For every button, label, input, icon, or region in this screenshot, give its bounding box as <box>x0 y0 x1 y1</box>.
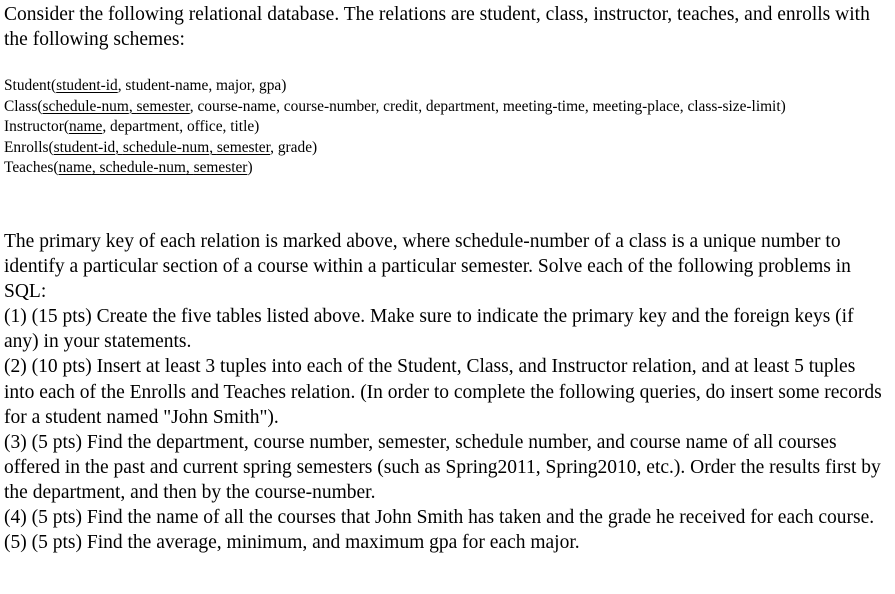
schema-teaches: Teaches(name, schedule-num, semester) <box>4 159 253 177</box>
schema-name: Instructor <box>4 118 64 136</box>
schema-student: Student(student-id, student-name, major, gpa) <box>4 77 287 94</box>
schema-enrolls: Enrolls(student-id, schedule-num, semester, grade) <box>4 138 318 156</box>
schema-class: Class(schedule-num, semester, course-name, course-number, credit, department, meeting-time, meeting-place, class-size-limit) <box>4 97 786 115</box>
problem-5: (5) (5 pts) Find the average, minimum, and maximum gpa for each major. <box>4 532 580 554</box>
problem-4: (4) (5 pts) Find the name of all the courses that John Smith has taken and the grade he received for each course. <box>4 507 875 529</box>
schema-list <box>4 76 884 179</box>
problem-1: (1) (15 pts) Create the five tables listed above. Make sure to indicate the primary key and the foreign keys (if any) in your statements. <box>4 306 854 353</box>
schema-name: Student <box>4 77 52 94</box>
schema-attributes: , grade) <box>270 138 318 156</box>
problem-2: (2) (10 pts) Insert at least 3 tuples into each of the Student, Class, and Instructor relation, and at least 5 tuples into each of the Enrolls and Teaches relation. (In order to complete the following queries, do insert some records for a student named "John Smith"). <box>4 356 882 428</box>
primary-key: name, schedule-num, semester <box>58 159 248 177</box>
schema-attributes: , student-name, major, gpa) <box>117 77 287 94</box>
problem-section <box>4 229 884 555</box>
schema-attributes: ) <box>247 159 253 177</box>
intro-paragraph: Consider the following relational database. The relations are student, class, instructor, teaches, and enrolls with the following schemes: <box>4 4 870 50</box>
primary-key: name <box>68 118 103 136</box>
schema-attributes: , course-name, course-number, credit, department, meeting-time, meeting-place, class-size-limit) <box>189 97 786 115</box>
problem-3: (3) (5 pts) Find the department, course number, semester, schedule number, and course name of all courses offered in the past and current spring semesters (such as Spring2011, Spring2010, etc.). Order the results first by the department, and then by the course-number. <box>4 431 881 503</box>
body-intro-paragraph: The primary key of each relation is marked above, where schedule-number of a class is a unique number to identify a particular section of a course within a particular semester. Solve each of the following problems in SQL: <box>4 231 851 303</box>
schema-instructor: Instructor(name, department, office, title) <box>4 118 260 136</box>
schema-name: Enrolls <box>4 138 49 156</box>
primary-key: student-id, schedule-num, semester <box>53 138 271 156</box>
schema-name: Teaches <box>4 159 54 177</box>
primary-key: student-id <box>56 77 118 94</box>
primary-key: schedule-num, semester <box>42 97 190 115</box>
schema-name: Class <box>4 97 38 115</box>
schema-attributes: , department, office, title) <box>102 118 260 136</box>
